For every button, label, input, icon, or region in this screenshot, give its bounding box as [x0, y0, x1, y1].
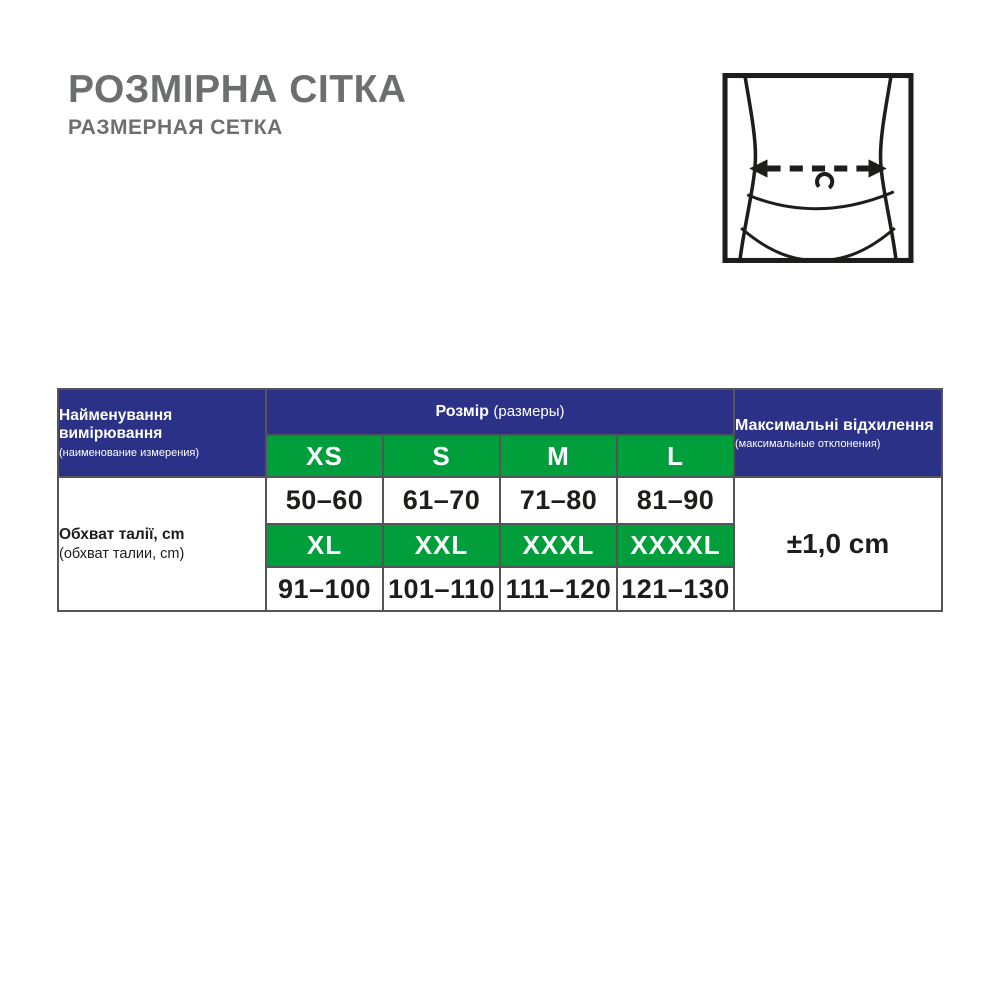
size-cell-xxl: XXL [383, 524, 500, 567]
measurement-row-label: Обхват талії, cm [59, 525, 185, 543]
page-subtitle: РАЗМЕРНАЯ СЕТКА [68, 116, 283, 139]
measurement-header-label: Найменування вимірювання [59, 406, 173, 443]
size-header-sublabel: (размеры) [493, 403, 565, 420]
size-header-cell [266, 389, 734, 435]
title-block [68, 70, 407, 138]
measurement-header-cell [58, 389, 266, 477]
range-cell-xxl: 101–110 [383, 567, 500, 611]
size-table [57, 388, 943, 612]
waist-measurement-diagram [722, 72, 914, 264]
waist-diagram-icon [722, 72, 914, 264]
range-cell-xl: 91–100 [266, 567, 383, 611]
size-header-label: Розмір [435, 403, 489, 420]
size-cell-xl: XL [266, 524, 383, 567]
deviation-header-label: Максимальні відхилення [735, 416, 934, 434]
deviation-value-cell: ±1,0 cm [734, 477, 942, 611]
deviation-header-cell [734, 389, 942, 477]
range-cell-m: 71–80 [500, 477, 617, 524]
size-cell-l: L [617, 435, 734, 477]
range-cell-xs: 50–60 [266, 477, 383, 524]
deviation-header-sublabel: (максимальные отклонения) [735, 438, 881, 451]
range-cell-xxxl: 111–120 [500, 567, 617, 611]
measurement-row-cell [58, 477, 266, 611]
size-cell-xxxxl: XXXXL [617, 524, 734, 567]
measurement-header-sublabel: (наименование измерения) [59, 447, 200, 460]
range-cell-l: 81–90 [617, 477, 734, 524]
size-cell-xs: XS [266, 435, 383, 477]
range-cell-s: 61–70 [383, 477, 500, 524]
range-cell-xxxxl: 121–130 [617, 567, 734, 611]
page-title: РОЗМІРНА СІТКА [68, 68, 407, 111]
size-cell-s: S [383, 435, 500, 477]
size-cell-m: M [500, 435, 617, 477]
size-cell-xxxl: XXXL [500, 524, 617, 567]
measurement-row-sublabel: (обхват талии, cm) [59, 545, 185, 562]
